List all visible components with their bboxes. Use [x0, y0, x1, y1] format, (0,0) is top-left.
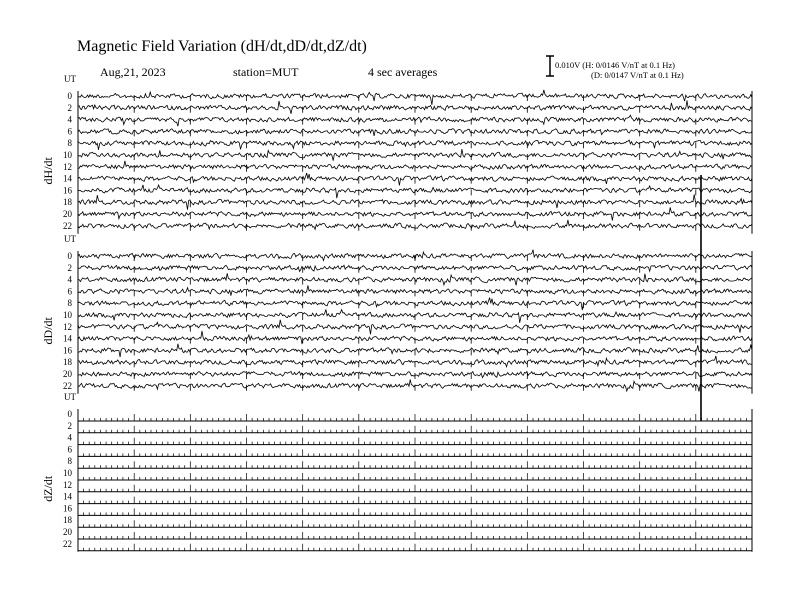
hour-label: 6: [67, 286, 72, 297]
minute-ticks: [78, 426, 752, 433]
panel-ylabel: dD/dt: [41, 317, 55, 345]
hour-label: 22: [63, 220, 72, 231]
date-label: Aug,21, 2023: [100, 65, 166, 79]
hour-label: 4: [67, 274, 72, 285]
hour-label: 14: [63, 491, 72, 502]
hour-label: 8: [67, 456, 72, 467]
minute-ticks: [78, 544, 752, 551]
hour-label: 20: [63, 209, 72, 219]
hour-label: 18: [63, 197, 72, 208]
minute-ticks: [78, 508, 752, 515]
hour-ticks: [78, 302, 752, 308]
hour-label: 2: [67, 102, 72, 113]
hour-label: 16: [63, 345, 72, 356]
hour-label: 12: [63, 321, 72, 332]
hour-label: 14: [63, 173, 72, 184]
hour-label: 18: [63, 357, 72, 368]
panel-ylabel: dZ/dt: [41, 475, 55, 502]
ut-label: UT: [64, 392, 76, 402]
panel-ylabel: dH/dt: [41, 157, 55, 185]
minute-ticks: [78, 449, 752, 456]
hour-label: 4: [67, 114, 72, 125]
hour-label: 22: [63, 380, 72, 391]
averaging-label: 4 sec averages: [368, 65, 438, 79]
hour-ticks: [78, 201, 752, 207]
hour-label: 18: [63, 515, 72, 526]
minute-ticks: [78, 473, 752, 480]
station-label: station=MUT: [233, 65, 299, 79]
hour-label: 0: [67, 409, 72, 419]
hour-label: 0: [67, 251, 72, 261]
minute-ticks: [78, 461, 752, 468]
hour-label: 2: [67, 420, 72, 431]
hour-label: 16: [63, 185, 72, 196]
hour-label: 20: [63, 369, 72, 379]
hour-label: 6: [67, 444, 72, 455]
hour-ticks: [78, 279, 752, 285]
hour-ticks: [78, 107, 752, 113]
minute-ticks: [78, 438, 752, 445]
hour-label: 10: [63, 150, 72, 160]
hour-ticks: [78, 178, 752, 184]
hour-label: 8: [67, 138, 72, 149]
ut-label: UT: [64, 234, 76, 244]
hour-label: 12: [63, 479, 72, 490]
hour-label: 0: [67, 91, 72, 101]
hour-ticks: [78, 225, 752, 231]
hour-label: 2: [67, 262, 72, 273]
hour-label: 10: [63, 468, 72, 478]
hour-label: 6: [67, 126, 72, 137]
hour-label: 10: [63, 310, 72, 320]
hour-label: 20: [63, 527, 72, 537]
scale-d-label: (D: 0/0147 V/nT at 0.1 Hz): [591, 70, 684, 80]
minute-ticks: [78, 414, 752, 421]
hour-label: 14: [63, 333, 72, 344]
minute-ticks: [78, 520, 752, 527]
chart-title: Magnetic Field Variation (dH/dt,dD/dt,dZ/dt): [77, 38, 367, 55]
minute-ticks: [78, 532, 752, 539]
hour-label: 16: [63, 503, 72, 514]
hour-label: 22: [63, 538, 72, 549]
hour-label: 12: [63, 161, 72, 172]
hour-label: 4: [67, 432, 72, 443]
minute-ticks: [78, 497, 752, 504]
hour-label: 8: [67, 298, 72, 309]
hour-ticks: [78, 349, 752, 355]
scale-bar-icon: [546, 55, 554, 77]
minute-ticks: [78, 485, 752, 492]
scale-main-label: 0.010V (H: 0/0146 V/nT at 0.1 Hz): [555, 60, 675, 70]
ut-label: UT: [64, 74, 76, 84]
